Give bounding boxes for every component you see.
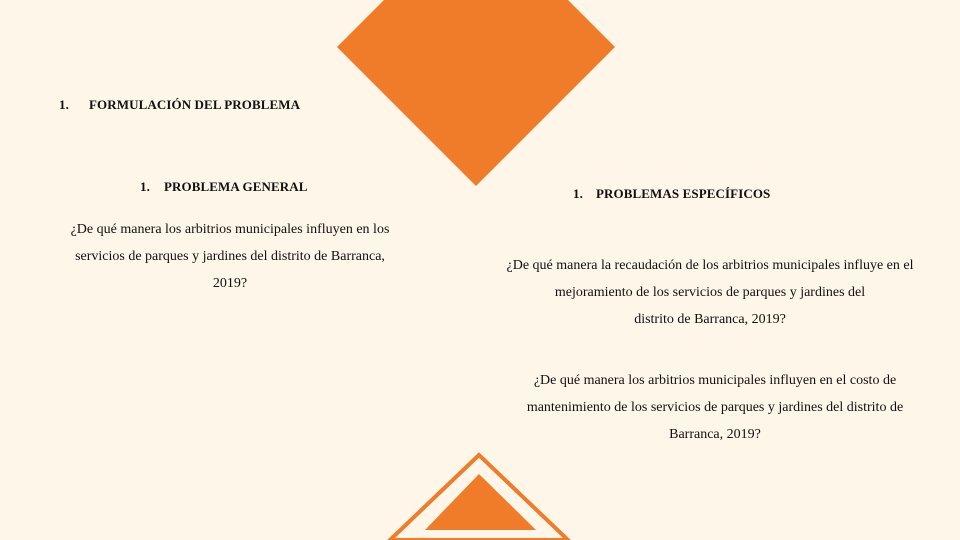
general-problem-heading bbox=[140, 179, 308, 195]
main-heading-number: 1. bbox=[59, 97, 69, 112]
specific-question-2-line: mantenimiento de los servicios de parques y jardines del distrito de bbox=[526, 400, 904, 415]
specific-question-2 bbox=[470, 367, 960, 448]
specific-question-2-line: Barranca, 2019? bbox=[669, 427, 761, 442]
specific-problems-label: PROBLEMAS ESPECÍFICOS bbox=[596, 186, 771, 201]
specific-problems-heading bbox=[573, 186, 770, 202]
specific-question-2-line: ¿De qué manera los arbitrios municipales influyen en el costo de bbox=[533, 373, 897, 388]
specific-problems-number: 1. bbox=[573, 186, 583, 201]
general-question-line: 2019? bbox=[212, 276, 248, 291]
main-heading-label: FORMULACIÓN DEL PROBLEMA bbox=[89, 97, 301, 112]
specific-question-1 bbox=[470, 252, 950, 333]
specific-question-1-line: ¿De qué manera la recaudación de los arbitrios municipales influye en el bbox=[506, 258, 914, 273]
general-problem-number: 1. bbox=[140, 179, 150, 194]
general-question-line: ¿De qué manera los arbitrios municipales influyen en los bbox=[70, 222, 390, 237]
specific-question-1-line: mejoramiento de los servicios de parques y jardines del bbox=[554, 285, 866, 300]
main-heading bbox=[59, 97, 300, 113]
general-problem-question bbox=[30, 216, 430, 297]
specific-question-1-line: distrito de Barranca, 2019? bbox=[634, 312, 786, 327]
general-problem-label: PROBLEMA GENERAL bbox=[164, 179, 308, 194]
general-question-line: servicios de parques y jardines del distrito de Barranca, bbox=[75, 249, 385, 264]
